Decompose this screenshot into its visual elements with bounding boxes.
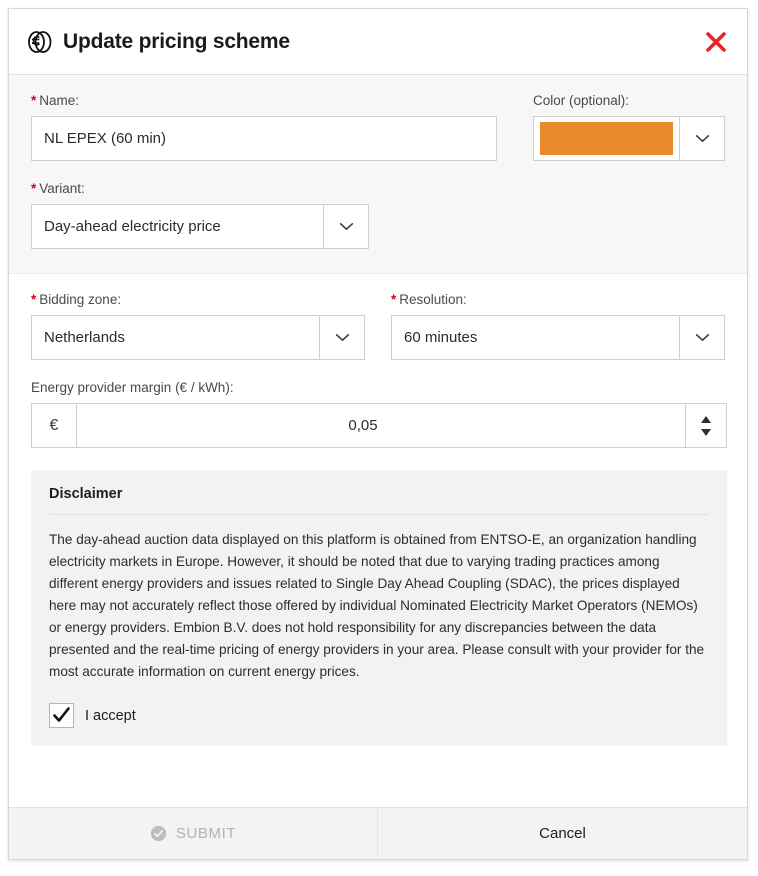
margin-field-group (31, 380, 725, 448)
name-required-marker: * (31, 93, 37, 108)
cancel-button-label: Cancel (539, 825, 586, 842)
color-swatch-cell[interactable] (533, 116, 679, 161)
name-label-text: Name: (39, 93, 80, 108)
close-icon[interactable] (701, 27, 731, 57)
primary-fields-section (9, 75, 747, 274)
bidding-zone-label (31, 292, 365, 308)
resolution-required-marker: * (391, 292, 397, 307)
dialog-header (9, 9, 747, 75)
bidding-zone-required-marker: * (31, 292, 37, 307)
chevron-down-icon[interactable] (679, 315, 725, 360)
resolution-label-text: Resolution: (399, 292, 467, 307)
check-circle-icon (150, 825, 167, 842)
cancel-button[interactable] (378, 808, 747, 859)
color-field-group (533, 93, 725, 161)
submit-button[interactable] (9, 808, 378, 859)
disclaimer-title: Disclaimer (49, 486, 709, 515)
margin-input-value: 0,05 (348, 417, 378, 434)
chevron-down-icon[interactable] (319, 315, 365, 360)
disclaimer-body: The day-ahead auction data displayed on this platform is obtained from ENTSO-E, an organization handling electricity markets in Europe. However, it should be noted that due to varying trading practices among different energy providers and issues related to Single Day Ahead Coupling (SDAC), the prices displayed here may not accurately reflect those offered by individual Nominated Electricity Market Operators (NEMOs) or energy providers. Embion B.V. does not hold responsibility for any discrepancies between the data presented and the real-time pricing of energy providers in your area. Please consult with your provider for the most accurate information on current energy prices. (49, 532, 705, 679)
disclaimer-panel (31, 470, 727, 746)
name-color-row (31, 93, 725, 161)
variant-select-value: Day-ahead electricity price (31, 204, 323, 249)
bidding-zone-label-text: Bidding zone: (39, 292, 122, 307)
margin-label: Energy provider margin (€ / kWh): (31, 380, 234, 395)
coin-euro-icon (27, 29, 53, 55)
dialog-title: Update pricing scheme (63, 29, 290, 53)
check-icon (52, 706, 71, 725)
market-fields-section (9, 274, 747, 456)
dialog-footer (9, 807, 747, 859)
name-label (31, 93, 497, 109)
submit-button-label: SUBMIT (175, 825, 237, 842)
variant-label (31, 181, 369, 197)
color-picker[interactable] (533, 116, 725, 161)
margin-input-group[interactable] (31, 403, 727, 448)
margin-input[interactable] (76, 403, 685, 448)
chevron-down-icon[interactable] (323, 204, 369, 249)
resolution-label (391, 292, 725, 308)
euro-symbol-icon: € (31, 403, 76, 448)
resolution-select[interactable] (391, 315, 725, 360)
update-pricing-scheme-dialog (8, 8, 748, 860)
name-input[interactable] (31, 116, 497, 161)
resolution-field-group (391, 292, 725, 360)
accept-checkbox[interactable] (49, 703, 74, 728)
bidding-zone-field-group (31, 292, 365, 360)
accept-label: I accept (85, 707, 136, 724)
zone-resolution-row (31, 292, 725, 360)
variant-required-marker: * (31, 181, 37, 196)
variant-select[interactable] (31, 204, 369, 249)
color-label: Color (optional): (533, 93, 630, 108)
chevron-down-icon[interactable] (679, 116, 725, 161)
bidding-zone-select[interactable] (31, 315, 365, 360)
variant-label-text: Variant: (39, 181, 85, 196)
bidding-zone-select-value: Netherlands (31, 315, 319, 360)
name-input-value: NL EPEX (60 min) (44, 130, 166, 147)
spinner-up-down-icon[interactable] (685, 403, 727, 448)
name-field-group (31, 93, 497, 161)
variant-field-group (31, 181, 369, 249)
accept-row[interactable] (49, 703, 709, 728)
resolution-select-value: 60 minutes (391, 315, 679, 360)
color-swatch (540, 122, 673, 155)
